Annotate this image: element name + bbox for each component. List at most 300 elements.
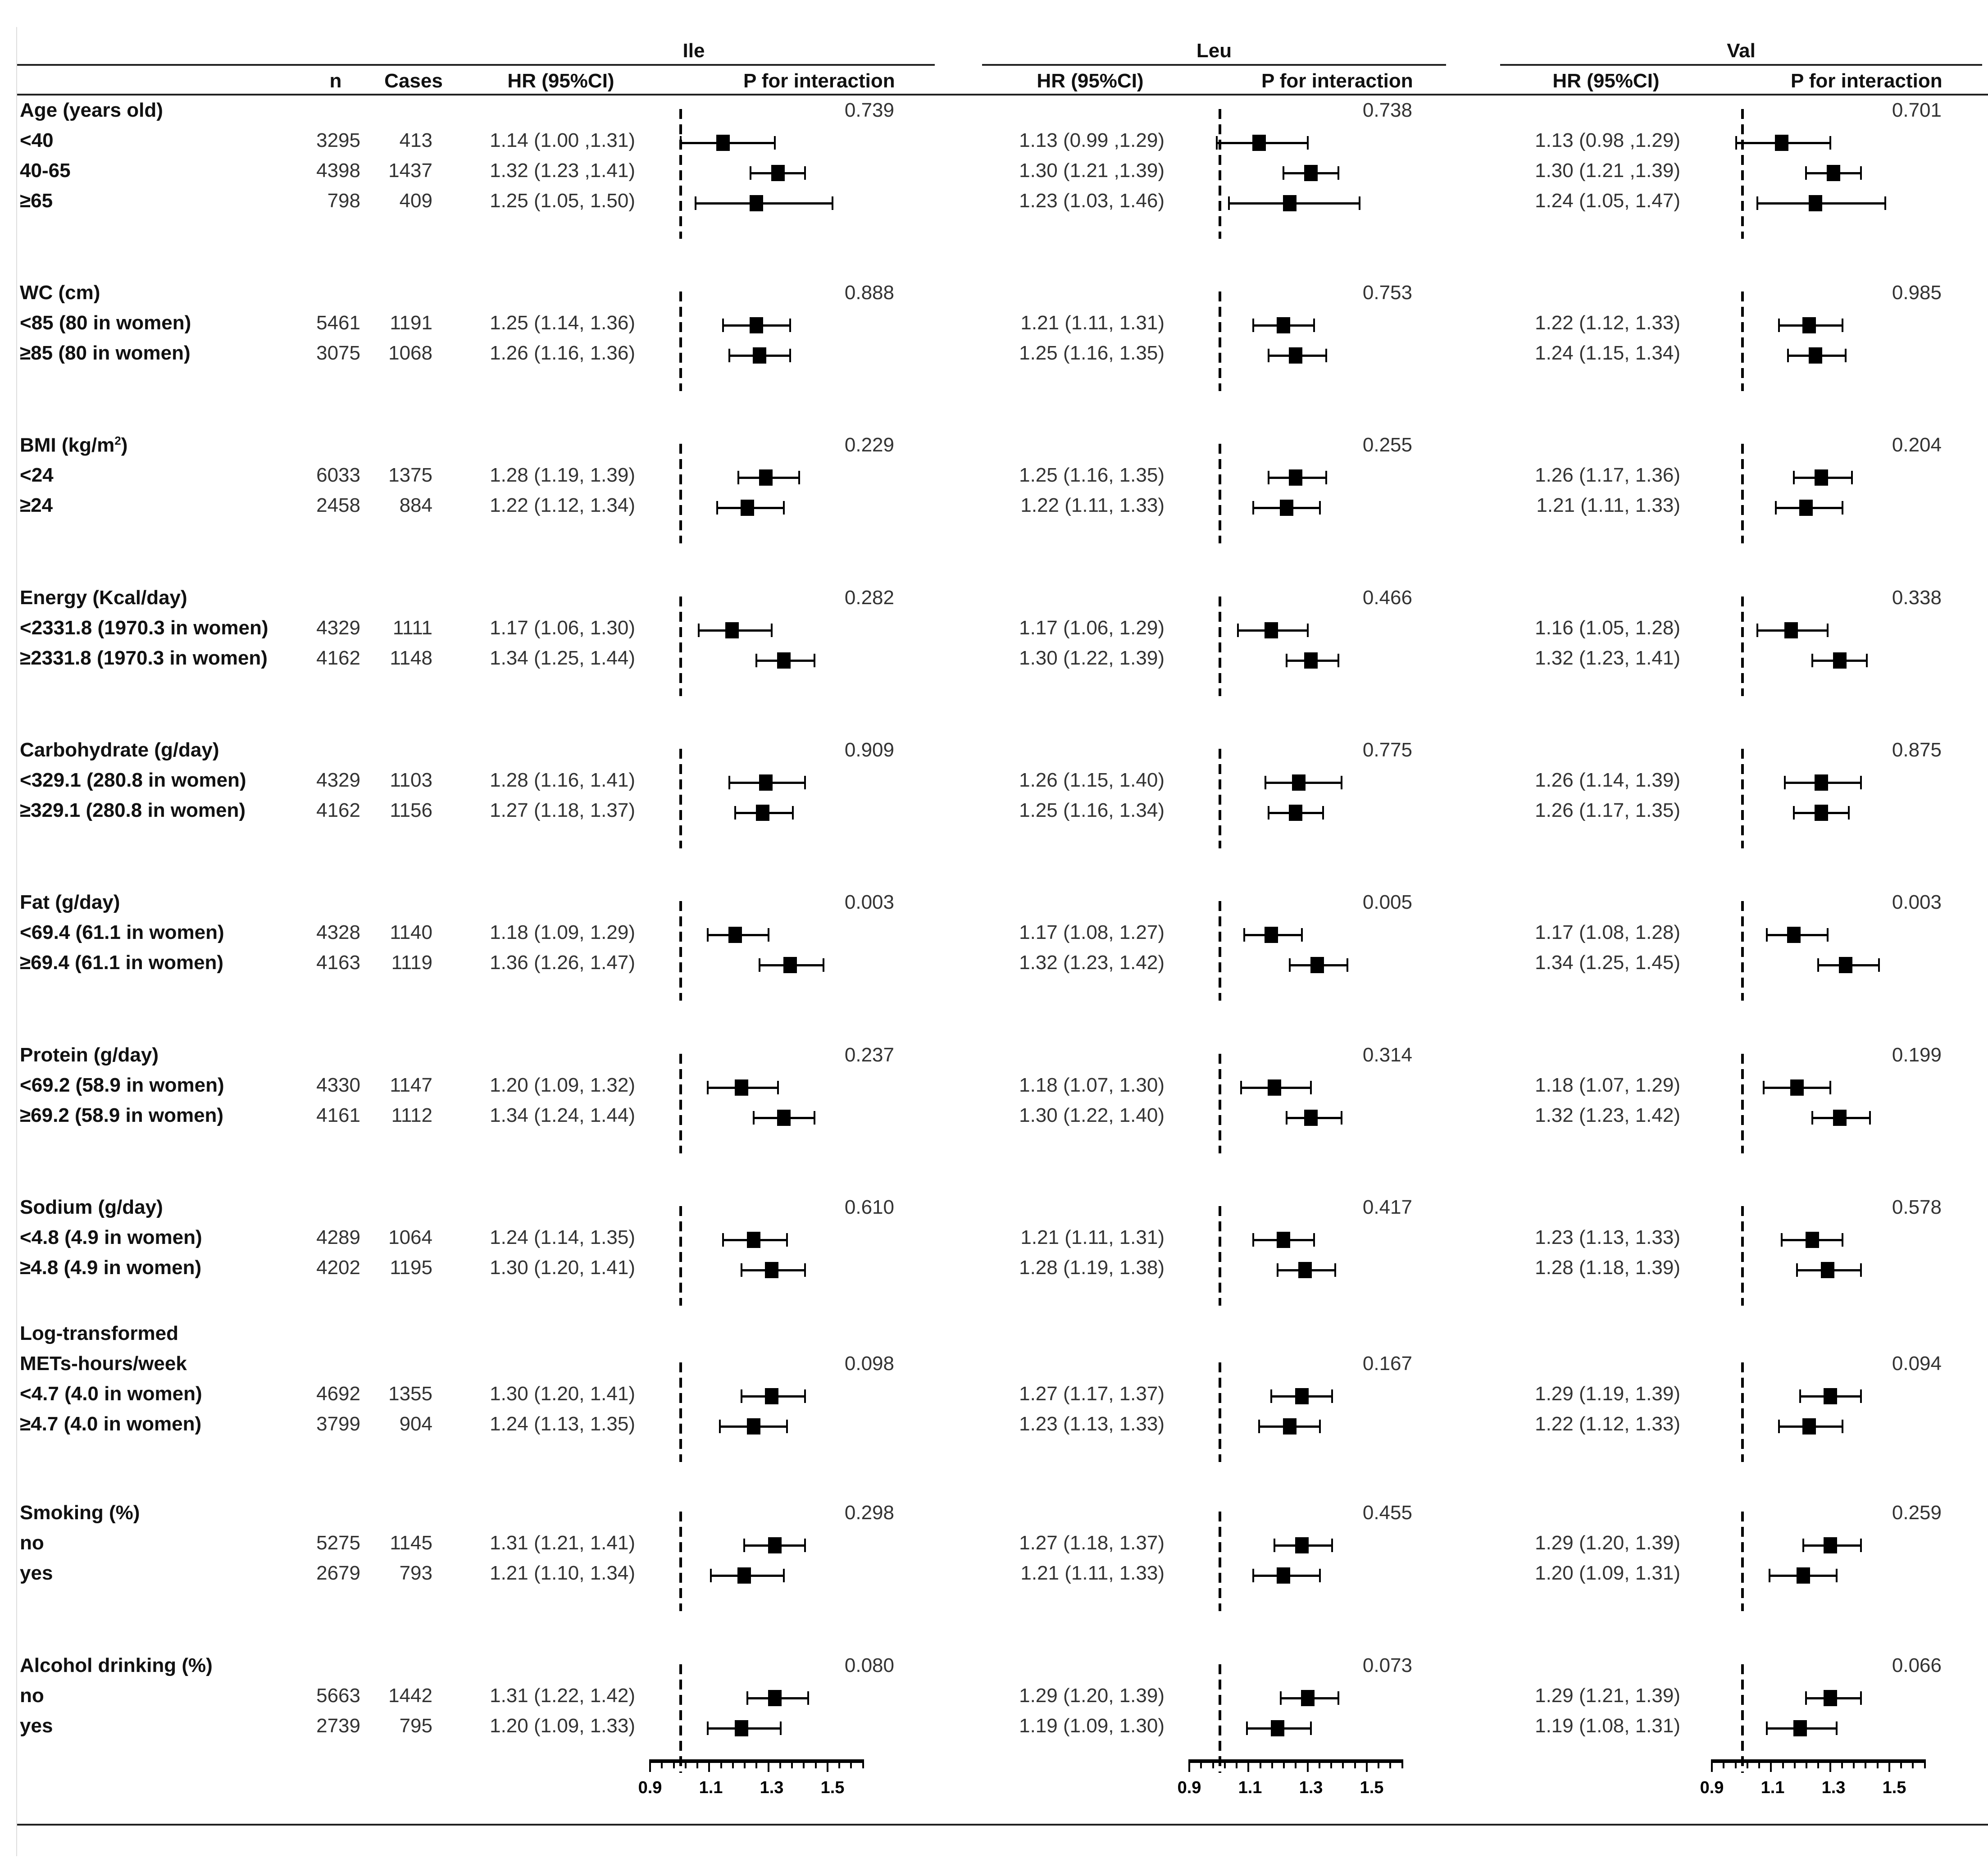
group-3-row-1-ci-cap-low-0 [755, 654, 757, 667]
group-4-row-1-hr-text-0: 1.27 (1.18, 1.37) [490, 799, 635, 821]
group-3-row-1-point-estimate-0 [777, 652, 791, 669]
group-10-row-1-ci-cap-high-0 [780, 1721, 782, 1735]
x-axis-tick-0 [685, 1759, 687, 1768]
group-1-row-0-hr-text-1: 1.21 (1.11, 1.31) [1020, 312, 1165, 334]
group-5-row-0-label: <69.4 (61.1 in women) [20, 921, 224, 943]
group-6-label: Protein (g/day) [20, 1044, 159, 1066]
x-axis-tick-0 [862, 1759, 864, 1768]
group-2-row-0-cases: 1375 [388, 464, 432, 486]
group-5-p-0: 0.003 [844, 891, 894, 913]
group-6-row-1-point-estimate-0 [777, 1110, 791, 1126]
group-7-row-0-label: <4.8 (4.9 in women) [20, 1226, 202, 1248]
group-4-row-1-point-estimate-2 [1815, 805, 1828, 821]
group-0-row-2-point-estimate-2 [1809, 195, 1822, 211]
group-7-ref-line-1 [1219, 1206, 1221, 1306]
group-6-row-1-ci-cap-low-2 [1811, 1111, 1813, 1125]
group-2-row-0-n: 6033 [316, 464, 360, 486]
group-1-label: WC (cm) [20, 282, 100, 304]
group-5-row-0-ci-cap-high-1 [1301, 928, 1303, 942]
x-axis-tick-1 [1295, 1759, 1297, 1768]
superscript: 2 [114, 434, 121, 447]
group-9-ref-line-1 [1219, 1512, 1221, 1611]
group-0-row-2-label: ≥65 [20, 190, 53, 212]
group-4-row-0-ci-cap-high-2 [1860, 776, 1862, 789]
group-1-row-0-point-estimate-0 [750, 317, 763, 333]
group-1-p-0: 0.888 [844, 282, 894, 304]
group-0-row-1-ci-cap-high-1 [1337, 166, 1339, 180]
x-axis-tick-0 [755, 1759, 757, 1768]
group-5-row-1-point-estimate-0 [783, 957, 797, 973]
group-2-row-1-ci-cap-high-2 [1842, 501, 1843, 515]
group-2-p-0: 0.229 [844, 434, 894, 456]
group-8-row-0-cases: 1355 [388, 1383, 432, 1405]
group-8-row-0-ci-cap-low-1 [1270, 1389, 1272, 1403]
group-10-row-1-point-estimate-2 [1793, 1720, 1807, 1736]
col-hr-0: HR (95%CI) [507, 70, 614, 92]
group-5-row-1-hr-text-1: 1.32 (1.23, 1.42) [1019, 952, 1165, 974]
group-9-row-0-ci-cap-high-1 [1331, 1539, 1333, 1552]
group-7-row-1-point-estimate-2 [1821, 1262, 1834, 1278]
group-0-row-1-hr-text-2: 1.30 (1.21 ,1.39) [1535, 159, 1680, 182]
group-1-row-1-ci-cap-low-0 [728, 349, 730, 362]
group-5-label: Fat (g/day) [20, 891, 120, 913]
group-0-p-0: 0.739 [844, 99, 894, 121]
group-6-row-0-ci-cap-high-0 [777, 1081, 779, 1094]
group-0-row-1-ci-cap-high-0 [804, 166, 806, 180]
group-8-row-1-point-estimate-0 [747, 1418, 760, 1434]
x-axis-tick-1 [1260, 1759, 1261, 1768]
x-axis-tick-1 [1378, 1759, 1379, 1768]
group-2-row-1-ci-cap-high-0 [783, 501, 785, 515]
group-8-row-0-label: <4.7 (4.0 in women) [20, 1383, 202, 1405]
group-8-row-1-hr-text-1: 1.23 (1.13, 1.33) [1019, 1413, 1165, 1435]
group-5-row-0-cases: 1140 [390, 921, 432, 943]
group-0-row-0-hr-text-0: 1.14 (1.00 ,1.31) [490, 129, 635, 151]
group-0-label: Age (years old) [20, 99, 163, 121]
group-7-row-0-ci-cap-low-0 [722, 1233, 724, 1247]
group-1-row-1-ci-cap-high-1 [1325, 349, 1327, 362]
group-1-row-1-hr-text-1: 1.25 (1.16, 1.35) [1019, 342, 1165, 364]
group-1-row-1-hr-text-0: 1.26 (1.16, 1.36) [490, 342, 635, 364]
x-axis-tick-1 [1330, 1759, 1332, 1768]
x-axis-tick-2 [1758, 1759, 1760, 1768]
group-1-row-1-point-estimate-1 [1289, 347, 1302, 364]
x-axis-tick-0 [827, 1759, 828, 1772]
group-3-row-1-ci-cap-low-1 [1286, 654, 1287, 667]
group-0-row-0-ci-cap-low-1 [1216, 136, 1218, 150]
x-axis-tick-label-1: 1.3 [1299, 1778, 1323, 1797]
group-3-row-1-label: ≥2331.8 (1970.3 in women) [20, 647, 268, 669]
group-4-row-0-n: 4329 [316, 769, 360, 791]
group-0-row-1-ci-cap-low-2 [1805, 166, 1807, 180]
group-0-ref-line-1 [1219, 109, 1221, 239]
group-1-row-1-ci-cap-high-0 [789, 349, 791, 362]
group-2-row-0-ci-cap-low-1 [1268, 471, 1269, 484]
group-8-ref-line-0 [679, 1362, 682, 1462]
group-2-row-1-ci-cap-low-1 [1252, 501, 1254, 515]
x-axis-tick-label-1: 1.5 [1360, 1778, 1384, 1797]
group-7-row-0-ci-cap-high-0 [786, 1233, 788, 1247]
group-4-row-0-hr-text-0: 1.28 (1.16, 1.41) [490, 769, 635, 791]
group-10-row-0-ci-cap-high-2 [1860, 1691, 1862, 1705]
group-5-ref-line-2 [1741, 901, 1744, 1001]
group-7-row-1-n: 4202 [316, 1257, 360, 1279]
x-axis-tick-label-0: 1.1 [699, 1778, 723, 1797]
group-5-row-1-ci-cap-high-0 [823, 958, 824, 972]
panel-title-rule-0 [17, 64, 935, 66]
group-1-row-0-cases: 1191 [390, 312, 432, 334]
group-8-row-0-ci-cap-low-0 [741, 1389, 742, 1403]
group-6-row-1-point-estimate-1 [1304, 1110, 1318, 1126]
group-2-row-1-n: 2458 [316, 494, 360, 516]
group-6-p-0: 0.237 [844, 1044, 894, 1066]
group-9-p-0: 0.298 [844, 1502, 894, 1524]
group-0-row-0-point-estimate-0 [716, 135, 730, 151]
group-5-ref-line-0 [679, 901, 682, 1001]
group-9-row-0-label: no [20, 1532, 44, 1554]
group-2-row-0-hr-text-2: 1.26 (1.17, 1.36) [1535, 464, 1680, 486]
group-10-row-1-ci-cap-high-2 [1836, 1721, 1838, 1735]
group-9-row-1-ci-cap-high-1 [1319, 1569, 1321, 1582]
group-9-row-1-point-estimate-0 [737, 1567, 751, 1584]
group-5-row-1-ci-cap-high-1 [1347, 958, 1348, 972]
group-5-ref-line-1 [1219, 901, 1221, 1001]
group-1-row-1-point-estimate-0 [753, 347, 766, 364]
group-7-row-0-ci-cap-high-1 [1313, 1233, 1315, 1247]
group-7-row-1-ci-cap-high-2 [1860, 1263, 1862, 1277]
group-5-row-0-point-estimate-2 [1787, 927, 1801, 943]
group-8-row-1-ci-cap-low-0 [719, 1420, 721, 1433]
group-1-row-0-ci-cap-high-1 [1313, 319, 1315, 332]
x-axis-tick-2 [1747, 1759, 1748, 1768]
group-4-row-1-label: ≥329.1 (280.8 in women) [20, 799, 246, 821]
group-6-row-1-label: ≥69.2 (58.9 in women) [20, 1104, 224, 1126]
group-1-row-0-point-estimate-2 [1802, 317, 1816, 333]
group-2-p-1: 0.255 [1362, 434, 1412, 456]
x-axis-tick-label-0: 0.9 [638, 1778, 662, 1797]
group-5-row-0-point-estimate-0 [728, 927, 742, 943]
group-4-label: Carbohydrate (g/day) [20, 739, 219, 761]
group-1-ref-line-0 [679, 291, 682, 391]
x-axis-tick-label-0: 1.3 [760, 1778, 784, 1797]
group-2-row-0-hr-text-1: 1.25 (1.16, 1.35) [1019, 464, 1165, 486]
group-8-row-0-ci-cap-high-1 [1331, 1389, 1333, 1403]
col-n: n [329, 70, 342, 92]
group-6-row-1-hr-text-1: 1.30 (1.22, 1.40) [1019, 1104, 1165, 1126]
group-1-row-0-point-estimate-1 [1277, 317, 1290, 333]
group-8-row-0-hr-text-0: 1.30 (1.20, 1.41) [490, 1383, 635, 1405]
group-7-row-0-cases: 1064 [388, 1226, 432, 1248]
group-6-ref-line-1 [1219, 1054, 1221, 1153]
group-0-p-1: 0.738 [1362, 99, 1412, 121]
x-axis-tick-0 [744, 1759, 746, 1768]
x-axis-tick-2 [1817, 1759, 1819, 1768]
group-4-p-1: 0.775 [1362, 739, 1412, 761]
group-3-row-1-point-estimate-1 [1304, 652, 1318, 669]
group-7-row-0-point-estimate-1 [1277, 1232, 1290, 1248]
group-6-row-0-ci-cap-low-1 [1240, 1081, 1242, 1094]
group-0-row-0-point-estimate-1 [1252, 135, 1266, 151]
group-3-row-1-hr-text-0: 1.34 (1.25, 1.44) [490, 647, 635, 669]
group-7-row-0-ci-cap-high-2 [1842, 1233, 1843, 1247]
x-axis-tick-2 [1877, 1759, 1879, 1768]
group-4-row-0-point-estimate-0 [759, 774, 773, 791]
group-5-row-0-hr-text-1: 1.17 (1.08, 1.27) [1019, 921, 1165, 943]
group-7-row-1-label: ≥4.8 (4.9 in women) [20, 1257, 202, 1279]
group-2-row-1-cases: 884 [399, 494, 432, 516]
group-8-row-1-hr-text-2: 1.22 (1.12, 1.33) [1535, 1413, 1680, 1435]
group-4-ref-line-0 [679, 749, 682, 848]
x-axis-tick-1 [1247, 1759, 1249, 1772]
group-7-ref-line-2 [1741, 1206, 1744, 1306]
group-2-row-0-ci-cap-low-2 [1793, 471, 1795, 484]
panel-title-0: Ile [682, 40, 705, 62]
x-axis-tick-0 [803, 1759, 805, 1768]
group-4-row-0-hr-text-2: 1.26 (1.14, 1.39) [1535, 769, 1680, 791]
x-axis-tick-2 [1711, 1759, 1713, 1772]
group-9-p-1: 0.455 [1362, 1502, 1412, 1524]
col-hr-1: HR (95%CI) [1037, 70, 1144, 92]
group-7-row-1-cases: 1195 [390, 1257, 432, 1279]
group-0-row-0-label: <40 [20, 129, 54, 151]
group-2-label: BMI $(kg/m^2)$ [20, 434, 128, 456]
group-5-row-1-cases: 1119 [391, 952, 432, 974]
group-3-row-1-n: 4162 [316, 647, 360, 669]
group-9-row-0-ci-cap-high-0 [804, 1539, 806, 1552]
x-axis-tick-0 [768, 1759, 769, 1772]
group-0-row-0-point-estimate-2 [1775, 135, 1788, 151]
group-6-row-0-cases: 1147 [390, 1074, 432, 1096]
group-4-p-2: 0.875 [1892, 739, 1942, 761]
group-10-ref-line-2 [1741, 1664, 1744, 1773]
group-4-p-0: 0.909 [844, 739, 894, 761]
x-axis-tick-1 [1212, 1759, 1214, 1768]
group-8-row-1-ci-cap-low-2 [1778, 1420, 1780, 1433]
group-6-row-1-hr-text-2: 1.32 (1.23, 1.42) [1535, 1104, 1680, 1126]
group-6-row-0-point-estimate-2 [1790, 1079, 1804, 1096]
group-3-p-0: 0.282 [844, 587, 894, 609]
group-8-row-0-hr-text-1: 1.27 (1.17, 1.37) [1019, 1383, 1165, 1405]
group-7-row-0-ci-cap-low-2 [1781, 1233, 1783, 1247]
group-10-row-0-ci-cap-low-2 [1805, 1691, 1807, 1705]
group-9-row-0-ci-cap-high-2 [1860, 1539, 1862, 1552]
group-1-row-1-label: ≥85 (80 in women) [20, 342, 191, 364]
group-3-row-0-hr-text-1: 1.17 (1.06, 1.29) [1019, 617, 1165, 639]
group-0-row-1-hr-text-0: 1.32 (1.23 ,1.41) [490, 159, 635, 182]
panel-title-2: Val [1727, 40, 1756, 62]
group-1-row-1-ci-cap-low-2 [1787, 349, 1789, 362]
group-1-p-1: 0.753 [1362, 282, 1412, 304]
group-3-row-1-hr-text-1: 1.30 (1.22, 1.39) [1019, 647, 1165, 669]
group-10-row-1-ci-cap-low-1 [1246, 1721, 1248, 1735]
group-5-row-0-ci-cap-high-0 [768, 928, 769, 942]
group-3-row-0-ci-cap-high-0 [771, 624, 773, 637]
group-4-row-1-point-estimate-1 [1289, 805, 1302, 821]
group-7-row-1-hr-text-0: 1.30 (1.20, 1.41) [490, 1257, 635, 1279]
group-10-row-0-n: 5663 [316, 1685, 360, 1707]
group-10-row-1-ci-cap-high-1 [1310, 1721, 1312, 1735]
group-1-row-1-cases: 1068 [388, 342, 432, 364]
group-3-ref-line-0 [679, 597, 682, 696]
group-6-row-0-hr-text-0: 1.20 (1.09, 1.32) [490, 1074, 635, 1096]
x-axis-tick-2 [1829, 1759, 1831, 1772]
group-5-row-1-point-estimate-2 [1839, 957, 1852, 973]
group-4-row-0-label: <329.1 (280.8 in women) [20, 769, 246, 791]
group-0-row-2-ci-cap-high-2 [1884, 196, 1886, 210]
group-0-row-1-ci-cap-low-1 [1283, 166, 1284, 180]
group-8-row-0-point-estimate-2 [1824, 1388, 1837, 1404]
group-0-row-2-point-estimate-1 [1283, 195, 1297, 211]
group-8-ref-line-2 [1741, 1362, 1744, 1462]
group-2-row-1-label: ≥24 [20, 494, 53, 516]
x-axis-tick-label-2: 1.3 [1821, 1778, 1846, 1797]
group-1-row-0-ci-cap-low-1 [1252, 319, 1254, 332]
group-6-row-0-hr-text-2: 1.18 (1.07, 1.29) [1535, 1074, 1680, 1096]
group-3-row-1-cases: 1148 [390, 647, 432, 669]
group-10-row-1-label: yes [20, 1715, 53, 1737]
group-4-row-1-ci-cap-high-1 [1322, 806, 1324, 820]
group-8-row-1-label: ≥4.7 (4.0 in women) [20, 1413, 202, 1435]
group-7-row-0-n: 4289 [316, 1226, 360, 1248]
group-0-row-2-point-estimate-0 [750, 195, 763, 211]
group-2-row-1-ci-cap-low-0 [716, 501, 718, 515]
group-1-row-0-label: <85 (80 in women) [20, 312, 191, 334]
group-2-row-1-point-estimate-0 [741, 500, 754, 516]
group-3-row-0-ci-cap-low-0 [698, 624, 700, 637]
x-axis-tick-0 [673, 1759, 675, 1768]
group-6-row-0-label: <69.2 (58.9 in women) [20, 1074, 224, 1096]
x-axis-tick-2 [1912, 1759, 1914, 1768]
x-axis-tick-0 [720, 1759, 722, 1768]
group-8-row-0-ci-cap-high-2 [1860, 1389, 1862, 1403]
group-9-row-0-point-estimate-1 [1295, 1537, 1309, 1553]
col-p-1: P for interaction [1261, 70, 1413, 92]
group-0-ref-line-2 [1741, 109, 1744, 239]
group-0-row-0-ci-cap-high-2 [1829, 136, 1831, 150]
group-8-row-0-point-estimate-0 [765, 1388, 778, 1404]
group-2-row-0-label: <24 [20, 464, 54, 486]
group-10-p-1: 0.073 [1362, 1654, 1412, 1676]
bottom-rule [17, 1824, 1988, 1826]
group-6-row-0-ci-cap-low-2 [1763, 1081, 1765, 1094]
group-0-row-0-ci-cap-low-2 [1735, 136, 1737, 150]
group-9-row-1-ci-cap-low-1 [1252, 1569, 1254, 1582]
group-0-row-0-ci-cap-high-1 [1307, 136, 1309, 150]
group-10-row-0-hr-text-0: 1.31 (1.22, 1.42) [490, 1685, 635, 1707]
group-6-row-1-ci-cap-low-0 [753, 1111, 755, 1125]
group-3-p-1: 0.466 [1362, 587, 1412, 609]
group-3-row-0-hr-text-2: 1.16 (1.05, 1.28) [1535, 617, 1680, 639]
group-0-row-1-point-estimate-0 [771, 165, 785, 181]
group-4-row-0-hr-text-1: 1.26 (1.15, 1.40) [1019, 769, 1165, 791]
group-9-row-1-hr-text-1: 1.21 (1.11, 1.33) [1020, 1562, 1165, 1584]
group-8-p-1: 0.167 [1362, 1353, 1412, 1375]
group-10-row-0-ci-cap-high-0 [807, 1691, 809, 1705]
group-10-row-0-point-estimate-1 [1301, 1690, 1315, 1706]
group-6-ref-line-0 [679, 1054, 682, 1153]
group-3-row-0-cases: 1111 [392, 617, 432, 639]
x-axis-tick-2 [1865, 1759, 1866, 1768]
x-axis-tick-2 [1888, 1759, 1890, 1772]
group-4-row-1-ci-cap-high-2 [1848, 806, 1850, 820]
group-6-row-1-ci-cap-high-0 [814, 1111, 815, 1125]
group-3-row-0-point-estimate-0 [725, 622, 739, 638]
group-8-row-0-n: 4692 [316, 1383, 360, 1405]
x-axis-tick-2 [1782, 1759, 1784, 1768]
group-9-row-1-ci-cap-high-2 [1836, 1569, 1838, 1582]
x-axis-tick-1 [1354, 1759, 1356, 1768]
group-5-row-1-label: ≥69.4 (61.1 in women) [20, 952, 224, 974]
group-9-row-0-n: 5275 [316, 1532, 360, 1554]
x-axis-tick-2 [1900, 1759, 1902, 1768]
x-axis-tick-1 [1401, 1759, 1403, 1768]
group-0-row-0-ci-cap-low-0 [680, 136, 682, 150]
group-1-row-1-ci-cap-low-1 [1268, 349, 1269, 362]
group-0-row-1-ci-cap-high-2 [1860, 166, 1862, 180]
group-9-ref-line-0 [679, 1512, 682, 1611]
group-2-row-0-point-estimate-1 [1289, 469, 1302, 486]
x-axis-tick-0 [779, 1759, 781, 1768]
group-7-row-0-hr-text-2: 1.23 (1.13, 1.33) [1535, 1226, 1680, 1248]
group-2-row-0-hr-text-0: 1.28 (1.19, 1.39) [490, 464, 635, 486]
group-2-p-2: 0.204 [1892, 434, 1942, 456]
group-10-row-0-hr-text-1: 1.29 (1.20, 1.39) [1019, 1685, 1165, 1707]
group-2-row-1-ci-cap-high-1 [1319, 501, 1321, 515]
group-0-row-1-point-estimate-2 [1827, 165, 1840, 181]
group-9-row-0-point-estimate-0 [768, 1537, 782, 1553]
group-1-row-1-n: 3075 [316, 342, 360, 364]
group-0-row-2-ci-line-0 [696, 202, 833, 205]
group-6-row-1-hr-text-0: 1.34 (1.24, 1.44) [490, 1104, 635, 1126]
group-10-row-1-point-estimate-0 [735, 1720, 748, 1736]
group-0-ref-line-0 [679, 109, 682, 239]
group-9-row-1-ci-cap-high-0 [783, 1569, 785, 1582]
group-4-row-0-ci-cap-high-0 [804, 776, 806, 789]
group-0-row-2-cases: 409 [399, 190, 432, 212]
x-axis-tick-label-0: 1.5 [820, 1778, 845, 1797]
group-7-row-1-point-estimate-0 [765, 1262, 778, 1278]
header-rule [17, 94, 1988, 96]
group-7-label: Sodium (g/day) [20, 1196, 163, 1218]
group-9-row-1-cases: 793 [399, 1562, 432, 1584]
group-8-row-1-ci-cap-high-0 [786, 1420, 788, 1433]
group-8-p-0: 0.098 [844, 1353, 894, 1375]
panel-title-rule-2 [1500, 64, 1982, 66]
group-1-ref-line-1 [1219, 291, 1221, 391]
group-9-row-0-ci-cap-low-2 [1802, 1539, 1804, 1552]
group-8-row-1-point-estimate-2 [1802, 1418, 1816, 1434]
group-7-row-0-ci-cap-low-1 [1252, 1233, 1254, 1247]
group-6-row-1-ci-cap-high-2 [1869, 1111, 1871, 1125]
group-6-row-1-cases: 1112 [391, 1104, 432, 1126]
group-6-row-0-ci-cap-high-1 [1310, 1081, 1312, 1094]
group-3-row-0-ci-cap-low-1 [1237, 624, 1239, 637]
group-7-row-1-ci-cap-high-0 [804, 1263, 806, 1277]
group-10-p-0: 0.080 [844, 1654, 894, 1676]
x-axis-tick-1 [1200, 1759, 1202, 1768]
group-8-p-2: 0.094 [1892, 1353, 1942, 1375]
group-0-row-2-ci-cap-low-1 [1228, 196, 1230, 210]
panel-title-1: Leu [1196, 40, 1232, 62]
group-7-p-2: 0.578 [1892, 1196, 1942, 1218]
x-axis-tick-label-1: 0.9 [1177, 1778, 1201, 1797]
group-8-row-1-n: 3799 [316, 1413, 360, 1435]
group-4-row-0-cases: 1103 [390, 769, 432, 791]
col-hr-2: HR (95%CI) [1552, 70, 1660, 92]
group-1-row-1-hr-text-2: 1.24 (1.15, 1.34) [1535, 342, 1680, 364]
group-10-ref-line-1 [1219, 1664, 1221, 1773]
group-8-row-0-ci-cap-low-2 [1799, 1389, 1801, 1403]
